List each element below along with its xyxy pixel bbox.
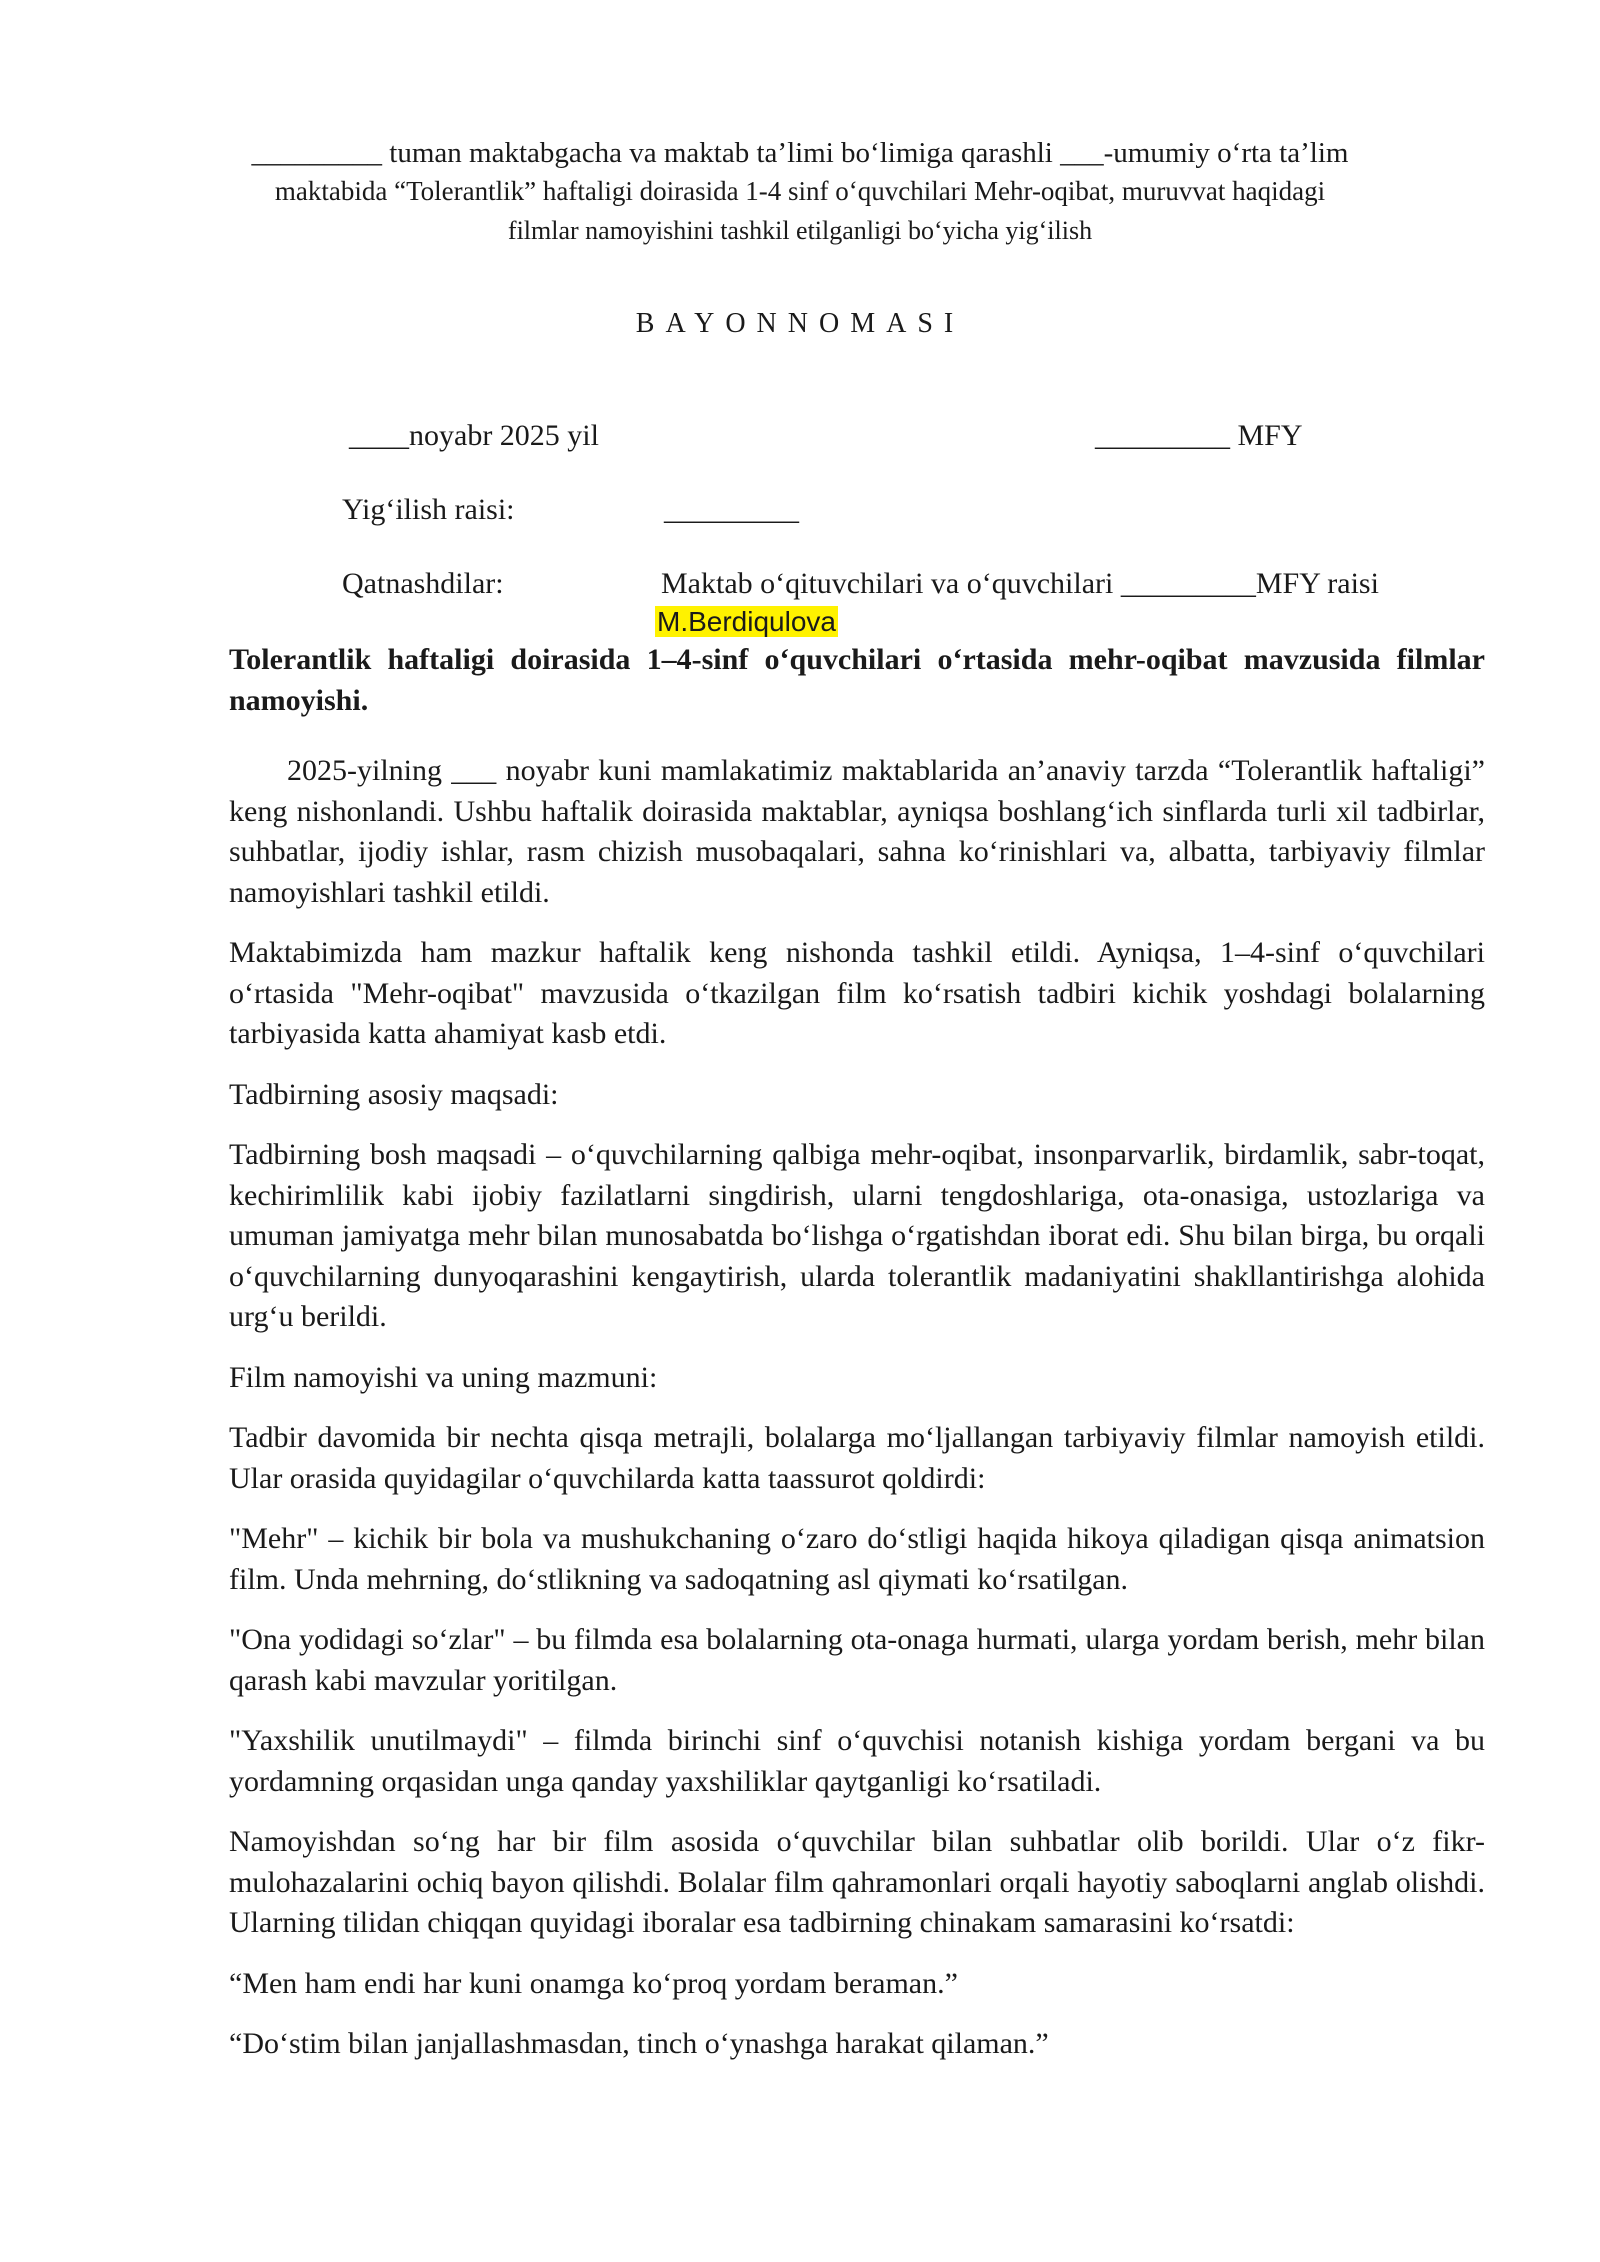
header-line-2: maktabida “Tolerantlik” haftaligi doirasida 1-4 sinf o‘quvchilari Mehr-oqibat, muruvvat haqidagi: [274, 176, 1326, 206]
subheading-goal: Tadbirning asosiy maqsadi:: [229, 1077, 559, 1111]
paragraph-discussion: Namoyishdan so‘ng har bir film asosida o‘quvchilar bilan suhbatlar olib borildi. Ular o‘z fikr-mulohazalarini ochiq bayon qilishdi. Bolalar film qahramonlari orqali hayotiy saboqlarni anglab olishdi. Ularning tilidan chiqqan quyidagi iboralar esa tadbirning chinakam samarasini ko‘rsatdi:: [229, 1825, 1485, 1939]
header-line-3: filmlar namoyishini tashkil etilganligi bo‘yicha yig‘ilish: [507, 216, 1093, 245]
film-item-yaxshilik: "Yaxshilik unutilmaydi" – filmda birinchi sinf o‘quvchisi notanish kishiga yordam bergani va bu yordamning orqasidan unga qanday yaxshiliklar qaytganligi ko‘rsatiladi.: [229, 1724, 1485, 1798]
chair-label: Yig‘ilish raisi:: [342, 493, 515, 526]
participants-name: [655, 605, 838, 639]
mfy-field: _________ MFY: [1095, 419, 1303, 452]
paragraph-intro: 2025-yilning ___ noyabr kuni mamlakatimiz maktablarida an’anaviy tarzda “Tolerantlik haftaligi” keng nishonlandi. Ushbu haftalik doirasida maktablar, ayniqsa boshlang‘ich sinflarda turli xil tadbirlar, suhbatlar, ijodiy ishlar, rasm chizish musobaqalari, sahna ko‘rinishlari va, albatta, tarbiyaviy filmlar namoyishlari tashkil etildi.: [229, 754, 1485, 909]
film-item-mehr: "Mehr" – kichik bir bola va mushukchaning o‘zaro do‘stligi haqida hikoya qiladigan qisqa animatsion film. Unda mehrning, do‘stlikning va sadoqatning asl qiymati ko‘rsatilgan.: [229, 1522, 1485, 1596]
paragraph-goal: Tadbirning bosh maqsadi – o‘quvchilarning qalbiga mehr-oqibat, insonparvarlik, birdamlik, sabr-toqat, kechirimlilik kabi ijobiy fazilatlarni singdirish, ularni tengdoshlariga, ota-onasiga, ustozlariga va umuman jamiyatga mehr bilan munosabatda bo‘lishga o‘rgatishdan iborat edi. Shu bilan birga, bu orqali o‘quvchilarning dunyoqarashini kengaytirish, ularda tolerantlik madaniyatini shakllantirishga alohida urg‘u berildi.: [229, 1138, 1485, 1333]
quote-1: “Men ham endi har kuni onamga ko‘proq yordam beraman.”: [229, 1966, 958, 2000]
meeting-date: ____noyabr 2025 yil: [349, 419, 599, 452]
section-heading: Tolerantlik haftaligi doirasida 1–4-sinf o‘quvchilari o‘rtasida mehr-oqibat mavzusida filmlar namoyishi.: [229, 643, 1485, 717]
participants-value: Maktab o‘qituvchilari va o‘quvchilari _________MFY raisi: [661, 567, 1379, 600]
participants-label: Qatnashdilar:: [342, 567, 504, 600]
paragraph-films: Tadbir davomida bir nechta qisqa metrajli, bolalarga mo‘ljallangan tarbiyaviy filmlar namoyish etildi. Ular orasida quyidagilar o‘quvchilarda katta taassurot qoldirdi:: [229, 1421, 1485, 1495]
paragraph-school: Maktabimizda ham mazkur haftalik keng nishonda tashkil etildi. Ayniqsa, 1–4-sinf o‘quvchilari o‘rtasida "Mehr-oqibat" mavzusida o‘tkazilgan film ko‘rsatish tadbiri kichik yoshdagi bolalarning tarbiyasida katta ahamiyat kasb etdi.: [229, 936, 1485, 1050]
film-item-ona: "Ona yodidagi so‘zlar" – bu filmda esa bolalarning ota-onaga hurmati, ularga yordam berish, mehr bilan qarash kabi mavzular yoritilgan.: [229, 1623, 1485, 1697]
subheading-films: Film namoyishi va uning mazmuni:: [229, 1360, 658, 1394]
chair-value: _________: [664, 493, 799, 526]
highlighted-name: M.Berdiqulova: [657, 606, 836, 637]
header-line-1: _________ tuman maktabgacha va maktab ta’limi bo‘limiga qarashli ___-umumiy o‘rta ta’lim: [251, 137, 1349, 169]
document-title: BAYONNOMASI: [635, 308, 965, 339]
quote-2: “Do‘stim bilan janjallashmasdan, tinch o‘ynashga harakat qilaman.”: [229, 2027, 1049, 2060]
document-body: [229, 640, 1485, 2085]
